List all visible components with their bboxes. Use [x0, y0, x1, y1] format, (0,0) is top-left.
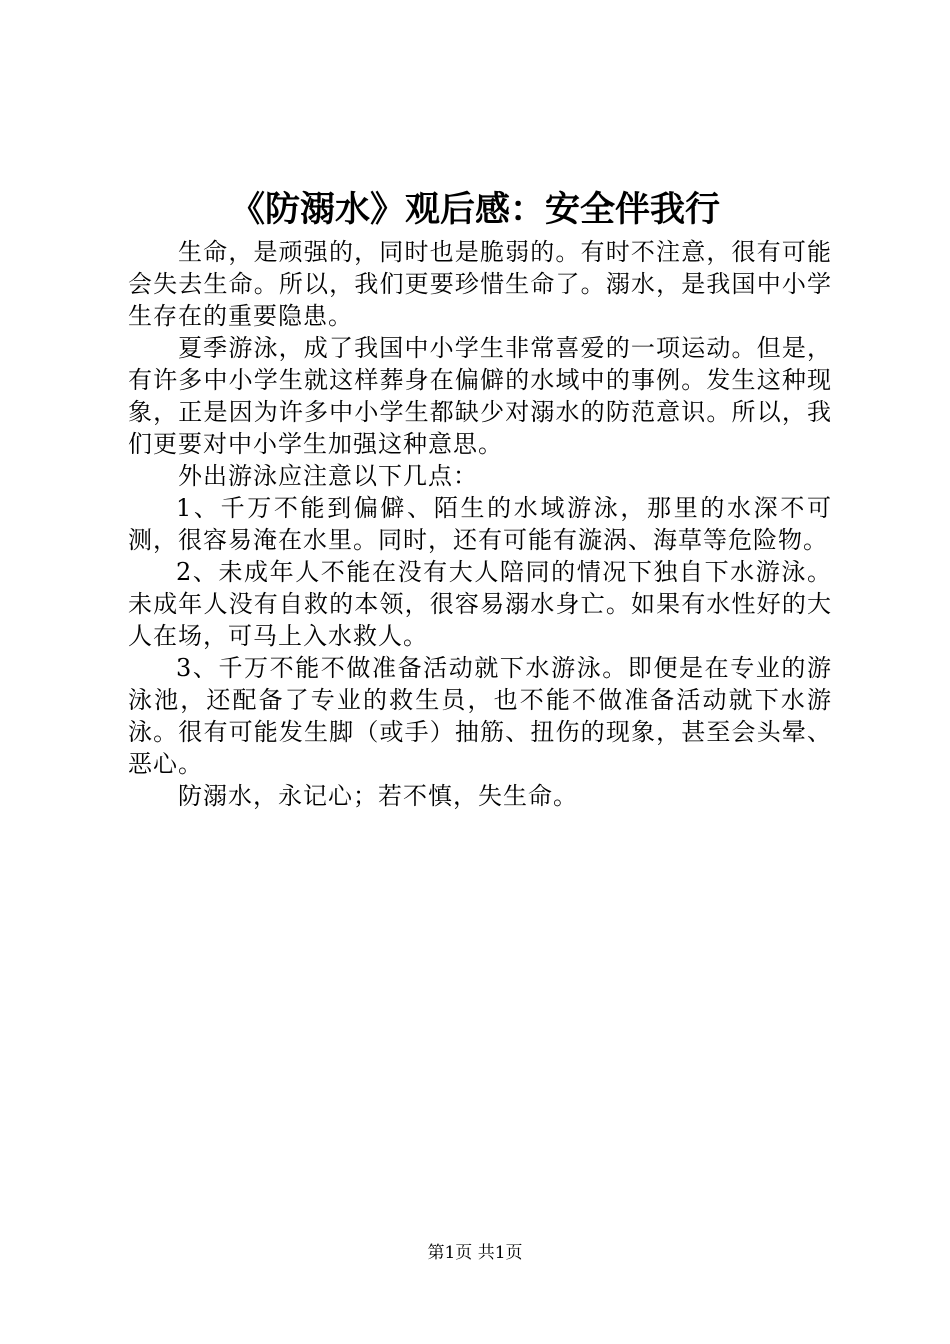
page-footer: 第1页 共1页 — [427, 1243, 523, 1263]
paragraph-summer-swimming: 夏季游泳，成了我国中小学生非常喜爱的一项运动。但是，有许多中小学生就这样葬身在偏僻的水域中的事例。发生这种现象，正是因为许多中小学生都缺少对溺水的防范意识。所以，我们更要对中小学生加强这种意思。 — [128, 334, 832, 458]
paragraph-point-2: 2、未成年人不能在没有大人陪同的情况下独自下水游泳。未成年人没有自救的本领，很容易溺水身亡。如果有水性好的大人在场，可马上入水救人。 — [128, 558, 832, 650]
document-title: 《防溺水》观后感：安全伴我行 — [229, 189, 720, 230]
paragraph-conclusion: 防溺水，永记心；若不慎，失生命。 — [178, 782, 578, 810]
document-body — [128, 236, 832, 812]
paragraph-precautions-heading: 外出游泳应注意以下几点： — [178, 462, 478, 490]
paragraph-intro: 生命，是顽强的，同时也是脆弱的。有时不注意，很有可能会失去生命。所以，我们更要珍惜生命了。溺水，是我国中小学生存在的重要隐患。 — [128, 238, 832, 330]
paragraph-point-3: 3、千万不能不做准备活动就下水游泳。即便是在专业的游泳池，还配备了专业的救生员，也不能不做准备活动就下水游泳。很有可能发生脚（或手）抽筋、扭伤的现象，甚至会头晕、恶心。 — [128, 654, 832, 778]
paragraph-point-1: 1、千万不能到偏僻、陌生的水域游泳，那里的水深不可测，很容易淹在水里。同时，还有可能有漩涡、海草等危险物。 — [128, 494, 832, 554]
